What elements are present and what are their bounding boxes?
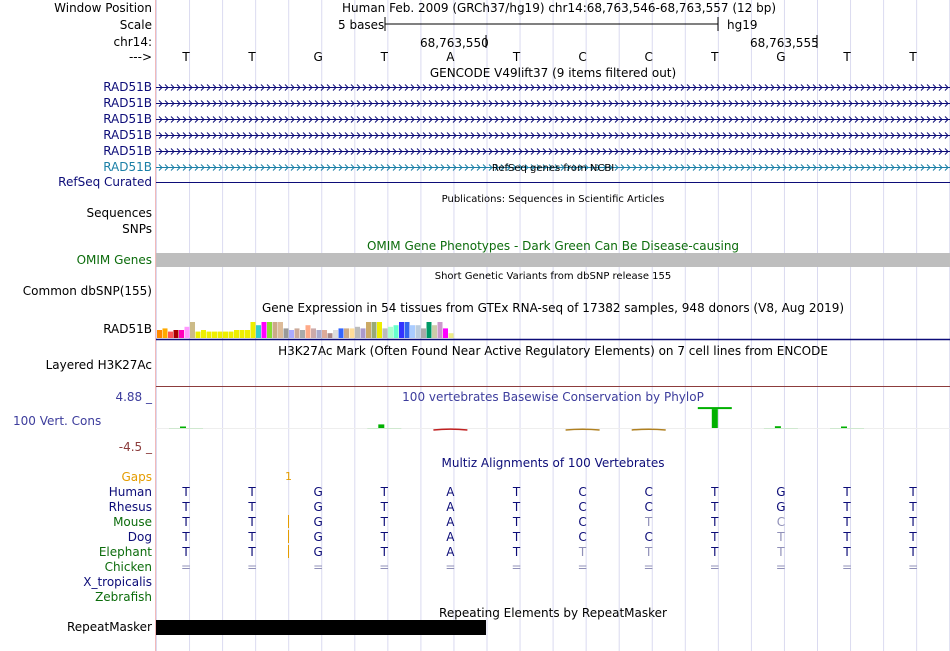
phylop-score <box>712 409 718 428</box>
reference-base: C <box>644 50 653 64</box>
alignment-base: G <box>313 530 323 544</box>
alignment-base: T <box>182 500 190 514</box>
alignment-base: A <box>446 515 455 529</box>
phylop-score <box>180 427 186 429</box>
gtex-tissue-bar <box>185 327 190 338</box>
gtex-tissue-bar <box>245 330 250 338</box>
chrom-label: chr14: <box>113 35 152 49</box>
phylop-track-title[interactable]: 100 vertebrates Basewise Conservation by PhyloP <box>402 390 704 404</box>
reference-base: T <box>711 50 719 64</box>
alignment-base: T <box>711 515 719 529</box>
alignment-base: T <box>909 545 917 559</box>
reference-base: G <box>313 50 323 64</box>
alignment-base: = <box>511 560 522 574</box>
refseq-curated-label[interactable]: RefSeq Curated <box>58 175 152 189</box>
alignment-base: = <box>709 560 720 574</box>
alignment-base: T <box>777 530 785 544</box>
coord-label-1: 68,763,550 <box>420 36 489 50</box>
alignment-base: C <box>578 530 587 544</box>
gtex-tissue-bar <box>179 330 184 338</box>
alignment-base: A <box>446 485 455 499</box>
gap-count: 1 <box>285 470 292 483</box>
gtex-tissue-bar <box>388 327 393 338</box>
alignment-base: G <box>776 485 786 499</box>
gtex-tissue-bar <box>350 328 355 338</box>
gencode-gene-label[interactable]: RAD51B <box>103 96 152 110</box>
gtex-tissue-bar <box>300 330 305 338</box>
alignment-base: T <box>512 500 521 514</box>
alignment-base: C <box>644 485 653 499</box>
alignment-base: T <box>380 515 388 529</box>
omim-feature-bar[interactable] <box>156 253 950 267</box>
scale-text: 5 bases <box>338 18 385 32</box>
omim-track-title[interactable]: OMIM Gene Phenotypes - Dark Green Can Be Disease-causing <box>366 239 740 253</box>
omim-genes-label[interactable]: OMIM Genes <box>76 253 152 267</box>
reference-base: T <box>380 50 388 64</box>
alignment-base: C <box>578 485 587 499</box>
alignment-base: T <box>843 485 851 499</box>
alignment-base: T <box>512 515 521 529</box>
gtex-tissue-bar <box>421 328 426 338</box>
phylop-score <box>775 426 781 428</box>
gtex-tissue-bar <box>366 322 371 338</box>
gtex-tissue-bar <box>174 330 179 338</box>
alignment-base: = <box>643 560 654 574</box>
gtex-tissue-bar <box>438 322 443 338</box>
gtex-tissue-bar <box>377 322 382 338</box>
phylop-track-label[interactable]: 100 Vert. Cons <box>13 414 102 428</box>
gtex-tissue-bar <box>317 330 322 338</box>
repeatmasker-label[interactable]: RepeatMasker <box>66 620 152 634</box>
phylop-score <box>566 429 600 430</box>
multiz-track-title[interactable]: Multiz Alignments of 100 Vertebrates <box>441 456 665 470</box>
phylop-score <box>378 424 384 428</box>
gtex-tissue-bar <box>163 328 168 338</box>
alignment-base: T <box>512 485 521 499</box>
dbsnp-track-title[interactable]: Short Genetic Variants from dbSNP release 155 <box>434 271 672 282</box>
gtex-tissue-bar <box>361 328 366 338</box>
gtex-tissue-bar <box>234 330 239 338</box>
repeatmasker-feature[interactable] <box>156 620 486 635</box>
alignment-base: T <box>843 545 851 559</box>
alignment-base: T <box>248 485 256 499</box>
alignment-base: T <box>248 515 256 529</box>
assembly-title: Human Feb. 2009 (GRCh37/hg19) chr14:68,763,546-68,763,557 (12 bp) <box>342 1 777 15</box>
gtex-tissue-bar <box>289 330 294 338</box>
alignment-base: = <box>908 560 919 574</box>
alignment-base: T <box>182 545 190 559</box>
gtex-tissue-bar <box>328 333 333 338</box>
reference-base: C <box>578 50 587 64</box>
phylop-max-label: 4.88 _ <box>115 390 152 404</box>
alignment-base: T <box>182 485 190 499</box>
gtex-tissue-bar <box>344 328 349 338</box>
alignment-base: C <box>776 515 786 529</box>
gtex-tissue-bar <box>267 322 272 338</box>
species-label[interactable]: Mouse <box>113 515 152 529</box>
gtex-tissue-bar <box>443 328 448 338</box>
sequences-label[interactable]: Sequences <box>86 206 152 220</box>
gtex-tissue-bar <box>251 322 256 338</box>
gtex-tissue-bar <box>355 327 360 338</box>
publications-track-title[interactable]: Publications: Sequences in Scientific Articles <box>441 194 665 205</box>
db-text: hg19 <box>727 18 758 32</box>
alignment-base: T <box>711 530 719 544</box>
gencode-gene-label[interactable]: RAD51B <box>103 144 152 158</box>
alignment-base: T <box>248 500 256 514</box>
gtex-tissue-bar <box>284 328 289 338</box>
gtex-tissue-bar <box>278 322 283 338</box>
gtex-tissue-bar <box>322 330 327 338</box>
snps-label[interactable]: SNPs <box>122 222 152 236</box>
phylop-score <box>632 429 666 430</box>
gtex-tissue-bar <box>218 332 223 338</box>
gtex-tissue-bar <box>311 328 316 338</box>
gtex-tissue-bar <box>256 325 261 338</box>
gtex-tissue-bar <box>306 325 311 338</box>
alignment-base: G <box>313 485 323 499</box>
reference-base: T <box>909 50 917 64</box>
species-label[interactable]: Chicken <box>104 560 152 574</box>
alignment-base: T <box>380 545 388 559</box>
reference-base: T <box>512 50 521 64</box>
reference-base: T <box>182 50 190 64</box>
gencode-gene-label[interactable]: RAD51B <box>103 128 152 142</box>
alignment-base: = <box>445 560 456 574</box>
gtex-tissue-bar <box>295 328 300 338</box>
species-label[interactable]: Rhesus <box>108 500 152 514</box>
alignment-base: G <box>776 500 786 514</box>
reference-base: A <box>446 50 455 64</box>
gtex-tissue-bar <box>229 332 234 338</box>
alignment-base: T <box>645 545 653 559</box>
reference-base: G <box>776 50 786 64</box>
alignment-base: = <box>180 560 192 574</box>
alignment-base: = <box>379 560 390 574</box>
gtex-tissue-bar <box>262 322 267 338</box>
species-label[interactable]: Elephant <box>98 545 152 559</box>
alignment-base: G <box>313 545 323 559</box>
alignment-base: A <box>446 500 455 514</box>
phylop-score <box>841 427 847 429</box>
gtex-tissue-bar <box>201 330 206 338</box>
alignment-base: T <box>578 545 587 559</box>
alignment-base: = <box>841 560 853 574</box>
alignment-base: = <box>775 560 786 574</box>
alignment-base: T <box>380 485 388 499</box>
gtex-gene-label[interactable]: RAD51B <box>103 322 152 336</box>
alignment-base: T <box>380 500 388 514</box>
gencode-gene-label[interactable]: RAD51B <box>103 160 152 174</box>
gtex-tissue-bar <box>196 332 201 338</box>
alignment-base: C <box>578 515 587 529</box>
alignment-base: T <box>909 515 917 529</box>
gencode-gene-label[interactable]: RAD51B <box>103 112 152 126</box>
gtex-tissue-bar <box>168 332 173 338</box>
alignment-base: T <box>711 500 719 514</box>
species-label[interactable]: X_tropicalis <box>83 575 152 589</box>
gtex-tissue-bar <box>190 322 195 338</box>
alignment-base: T <box>843 500 851 514</box>
alignment-base: T <box>512 545 521 559</box>
alignment-base: T <box>380 530 388 544</box>
gencode-gene-label[interactable]: RAD51B <box>103 80 152 94</box>
phylop-score <box>698 407 732 409</box>
alignment-base: T <box>645 515 653 529</box>
phylop-min-label: -4.5 _ <box>118 440 152 454</box>
gtex-tissue-bar <box>394 325 399 338</box>
gtex-tissue-bar <box>207 332 212 338</box>
repeatmasker-track-title[interactable]: Repeating Elements by RepeatMasker <box>439 606 667 620</box>
alignment-base: C <box>578 500 587 514</box>
alignment-base: C <box>644 500 653 514</box>
alignment-base: T <box>777 545 785 559</box>
strand-arrow-label: ---> <box>128 50 152 64</box>
alignment-base: T <box>248 530 256 544</box>
gtex-tissue-bar <box>399 322 404 338</box>
gtex-tissue-bar <box>427 322 432 338</box>
coord-label-2: 68,763,555 <box>750 36 819 50</box>
reference-base: T <box>248 50 256 64</box>
gtex-tissue-bar <box>405 322 410 338</box>
h3k27ac-track-title[interactable]: H3K27Ac Mark (Often Found Near Active Regulatory Elements) on 7 cell lines from ENCODE <box>278 344 828 358</box>
alignment-base: T <box>909 500 917 514</box>
refseq-track-title[interactable]: RefSeq genes from NCBI <box>491 163 615 174</box>
gtex-tissue-bar <box>416 325 421 338</box>
gtex-tissue-bar <box>223 332 228 338</box>
alignment-base: T <box>182 515 190 529</box>
gtex-tissue-bar <box>372 322 377 338</box>
window-position-label: Window Position <box>54 1 152 15</box>
alignment-base: T <box>248 545 256 559</box>
gtex-tissue-bar <box>212 332 217 338</box>
gtex-tissue-bar <box>432 325 437 338</box>
alignment-base: T <box>909 485 917 499</box>
alignment-base: G <box>313 500 323 514</box>
scale-label: Scale <box>119 18 152 32</box>
gtex-tissue-bar <box>240 330 245 338</box>
species-label[interactable]: Zebrafish <box>95 590 152 604</box>
species-label[interactable]: Human <box>108 485 152 499</box>
alignment-base: T <box>711 485 719 499</box>
gtex-tissue-bar <box>410 325 415 338</box>
gaps-label: Gaps <box>121 470 152 484</box>
gtex-tissue-bar <box>449 333 454 338</box>
alignment-base: = <box>577 560 588 574</box>
alignment-base: T <box>843 515 851 529</box>
alignment-base: T <box>909 530 917 544</box>
alignment-base: A <box>446 545 455 559</box>
reference-base: T <box>843 50 851 64</box>
gtex-tissue-bar <box>333 330 338 338</box>
alignment-base: T <box>182 530 190 544</box>
gtex-tissue-bar <box>157 330 162 338</box>
alignment-base: = <box>313 560 324 574</box>
gtex-tissue-bar <box>383 328 388 338</box>
species-label[interactable]: Dog <box>127 530 152 544</box>
alignment-base: T <box>512 530 521 544</box>
gtex-tissue-bar <box>273 322 278 338</box>
alignment-base: = <box>247 560 258 574</box>
alignment-base: T <box>843 530 851 544</box>
gtex-tissue-bar <box>339 328 344 338</box>
alignment-base: T <box>711 545 719 559</box>
alignment-base: C <box>644 530 653 544</box>
alignment-base: A <box>446 530 455 544</box>
common-dbsnp-label[interactable]: Common dbSNP(155) <box>22 284 152 298</box>
phylop-score <box>433 429 467 430</box>
gtex-track-title[interactable]: Gene Expression in 54 tissues from GTEx RNA-seq of 17382 samples, 948 donors (V8, Aug 2019) <box>261 301 845 315</box>
h3k27ac-label[interactable]: Layered H3K27Ac <box>45 358 152 372</box>
alignment-base: G <box>313 515 323 529</box>
gencode-track-title[interactable]: GENCODE V49lift37 (9 items filtered out) <box>429 66 677 80</box>
